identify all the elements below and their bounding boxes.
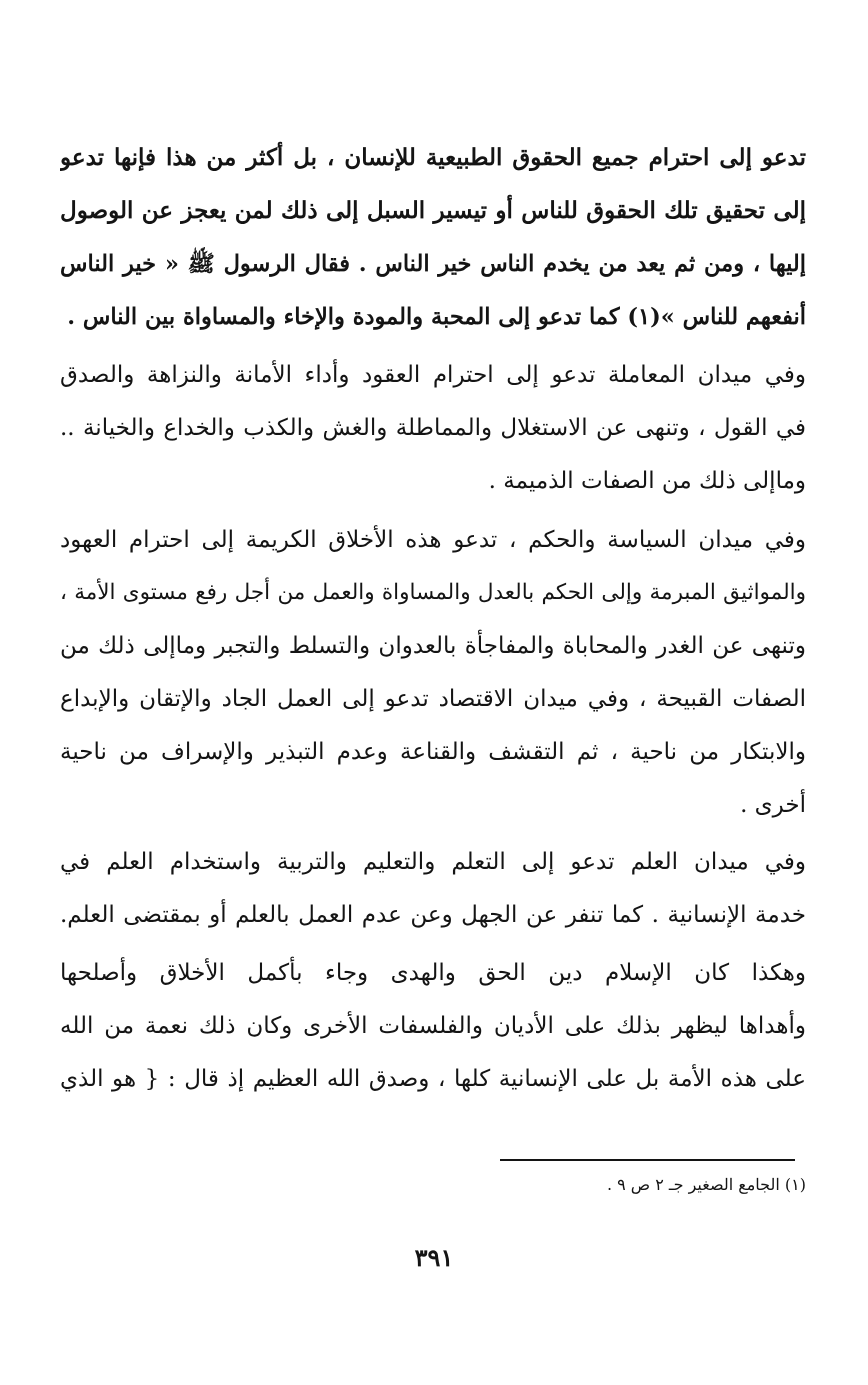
body-line: إليها ، ومن ثم يعد من يخدم الناس خير الناس . فقال الرسول ﷺ « خير الناس (60, 251, 806, 277)
body-line: والابتكار من ناحية ، ثم التقشف والقناعة وعدم التبذير والإسراف من ناحية (60, 739, 806, 765)
body-line: خدمة الإنسانية . كما تنفر عن الجهل وعن عدم العمل بالعلم أو بمقتضى العلم. (60, 902, 806, 928)
body-line: إلى تحقيق تلك الحقوق للناس أو تيسير السبل إلى ذلك لمن يعجز عن الوصول (60, 197, 806, 224)
footnote: (١) الجامع الصغير جـ ٢ ص ٩ . (606, 1175, 806, 1194)
body-line: والمواثيق المبرمة وإلى الحكم بالعدل والمساواة والعمل من أجل رفع مستوى الأمة ، (60, 580, 806, 605)
body-line: أنفعهم للناس »(١) كما تدعو إلى المحبة والمودة والإخاء والمساواة بين الناس . (67, 304, 806, 330)
body-line: أخرى . (740, 792, 806, 818)
body-line: الصفات القبيحة ، وفي ميدان الاقتصاد تدعو إلى العمل الجاد والإتقان والإبداع (60, 686, 806, 712)
body-line: وفي ميدان السياسة والحكم ، تدعو هذه الأخلاق الكريمة إلى احترام العهود (60, 527, 806, 553)
body-line: وهكذا كان الإسلام دين الحق والهدى وجاء بأكمل الأخلاق وأصلحها (60, 960, 806, 986)
body-line: في القول ، وتنهى عن الاستغلال والمماطلة والغش والكذب والخداع والخيانة .. (60, 415, 806, 441)
body-line: تدعو إلى احترام جميع الحقوق الطبيعية للإنسان ، بل أكثر من هذا فإنها تدعو (60, 144, 806, 171)
body-line: وفي ميدان العلم تدعو إلى التعلم والتعليم والتربية واستخدام العلم في (60, 849, 806, 875)
body-line: على هذه الأمة بل على الإنسانية كلها ، وصدق الله العظيم إذ قال : { هو الذي (60, 1066, 806, 1092)
body-line: وماإلى ذلك من الصفات الذميمة . (488, 468, 806, 494)
page-number: ٣٩١ (414, 1243, 454, 1272)
body-line: وتنهى عن الغدر والمحاباة والمفاجأة بالعدوان والتسلط والتجبر وماإلى ذلك من (60, 633, 806, 659)
footnote-separator (500, 1159, 795, 1161)
body-line: وأهداها ليظهر بذلك على الأديان والفلسفات الأخرى وكان ذلك نعمة من الله (60, 1013, 806, 1039)
body-line: وفي ميدان المعاملة تدعو إلى احترام العقود وأداء الأمانة والنزاهة والصدق (60, 362, 806, 388)
